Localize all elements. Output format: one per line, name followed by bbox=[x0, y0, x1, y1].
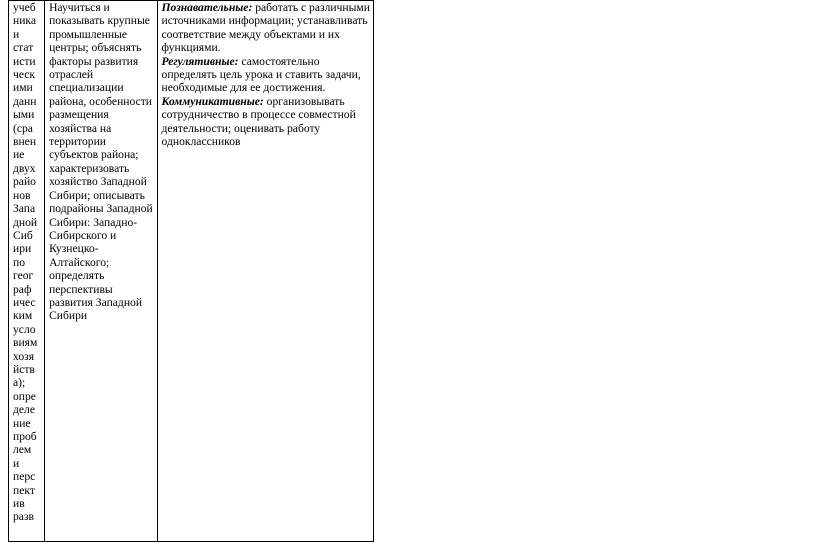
cognitive-label: Познавательные: bbox=[161, 1, 253, 14]
activity-description-line: опре bbox=[13, 389, 36, 403]
activity-description-line: ние bbox=[13, 416, 31, 430]
activity-description-line: Запа bbox=[13, 202, 36, 216]
activity-description-line: хозя bbox=[13, 349, 35, 363]
learning-outcomes-text: Научиться и показывать крупные промышленные центры; объяснять факторы развития отраслей специализации района, особенности размещения хозяйства на территории субъектов района; характеризовать хозяйство Западной Сибири; описывать подрайоны Западной Сибири: Западно-Сибирского и Кузнецко-Алтайского; определять перспективы развития Западной Сибири bbox=[49, 1, 153, 323]
activity-description-line: внен bbox=[13, 135, 37, 149]
activity-description-line: Сиб bbox=[13, 228, 33, 242]
activity-description-line: деле bbox=[13, 403, 35, 417]
communicative-label: Коммуникативные: bbox=[161, 94, 264, 108]
activity-description-line: раф bbox=[13, 282, 32, 296]
table-row bbox=[9, 1, 374, 542]
universal-learning-actions-cell bbox=[157, 1, 373, 542]
activity-description-line: пект bbox=[13, 483, 35, 497]
activity-description-line: ника bbox=[13, 14, 37, 28]
activity-description-line: усло bbox=[13, 322, 36, 336]
activity-description-line: учеб bbox=[13, 1, 36, 14]
activity-description-line: виям bbox=[13, 336, 38, 350]
regulatory-text: самостоятельно определять цель урока и ставить задачи, необходимые для ее достижения. bbox=[161, 54, 361, 95]
activity-description-line: геог bbox=[13, 269, 34, 283]
activity-description-line: двух bbox=[13, 161, 36, 175]
activity-description-line: ыми bbox=[13, 108, 35, 122]
activity-description-line: данн bbox=[13, 94, 37, 108]
activity-description-line: и bbox=[13, 27, 20, 41]
activity-description-line: лем bbox=[13, 443, 32, 457]
activity-description-line: разв bbox=[13, 510, 34, 524]
activity-description-line: дной bbox=[13, 215, 38, 229]
activity-description-line: ким bbox=[13, 309, 33, 323]
activity-description-text bbox=[13, 1, 43, 524]
activity-description-line: ие bbox=[13, 148, 25, 162]
activity-description-line: проб bbox=[13, 430, 37, 443]
activity-description-line: йств bbox=[13, 362, 35, 376]
activity-description-line: по bbox=[13, 255, 26, 269]
activity-description-line: райо bbox=[13, 175, 36, 189]
activity-description-line: (сра bbox=[13, 121, 33, 135]
learning-outcomes-cell bbox=[45, 1, 157, 542]
activity-description-line: а); bbox=[13, 376, 26, 390]
lesson-plan-table bbox=[8, 0, 374, 542]
activity-description-line: ири bbox=[13, 242, 32, 256]
regulatory-paragraph bbox=[162, 55, 370, 95]
regulatory-label: Регулятивные: bbox=[161, 54, 239, 68]
communicative-text: организовывать сотрудничество в процессе совместной деятельности; оценивать работу одноклассников bbox=[161, 94, 356, 149]
activity-description-line: и bbox=[13, 456, 20, 470]
activity-description-line: ческ bbox=[13, 68, 36, 82]
activity-description-line: стат bbox=[13, 41, 34, 55]
activity-description-line: перс bbox=[13, 470, 36, 484]
activity-description-line: ими bbox=[13, 81, 33, 95]
activity-description-line: ичес bbox=[13, 295, 36, 309]
cognitive-text: работать с различными источниками информации; устанавливать соответствие между объектами и их функциями. bbox=[161, 1, 370, 55]
cognitive-paragraph bbox=[162, 1, 370, 55]
activity-description-cell bbox=[9, 1, 45, 542]
activity-description-line: исти bbox=[13, 54, 36, 68]
activity-description-line: нов bbox=[13, 188, 31, 202]
communicative-paragraph bbox=[162, 95, 370, 149]
activity-description-line: ив bbox=[13, 497, 25, 511]
